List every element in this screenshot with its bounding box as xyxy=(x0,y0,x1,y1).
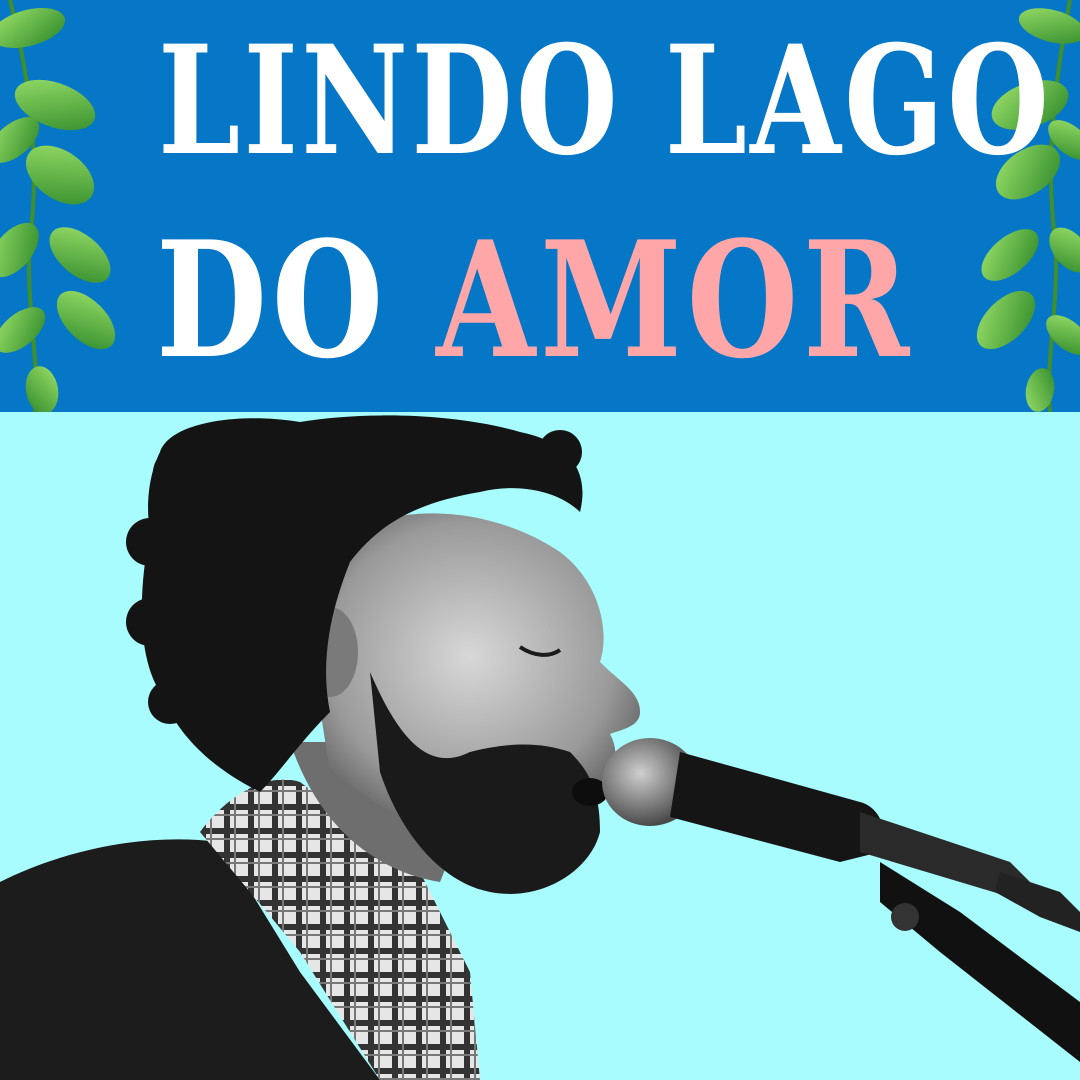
singer-with-microphone-photo xyxy=(0,412,1080,1080)
leaf-branch-icon xyxy=(0,0,130,412)
title-prefix: DO xyxy=(156,206,389,394)
title-line-2 xyxy=(156,206,915,394)
title-accent-word: AMOR xyxy=(436,206,915,394)
singer-photo xyxy=(0,412,1080,1080)
title-line-1: LINDO LAGO xyxy=(158,13,1053,189)
title-banner xyxy=(0,0,1080,412)
